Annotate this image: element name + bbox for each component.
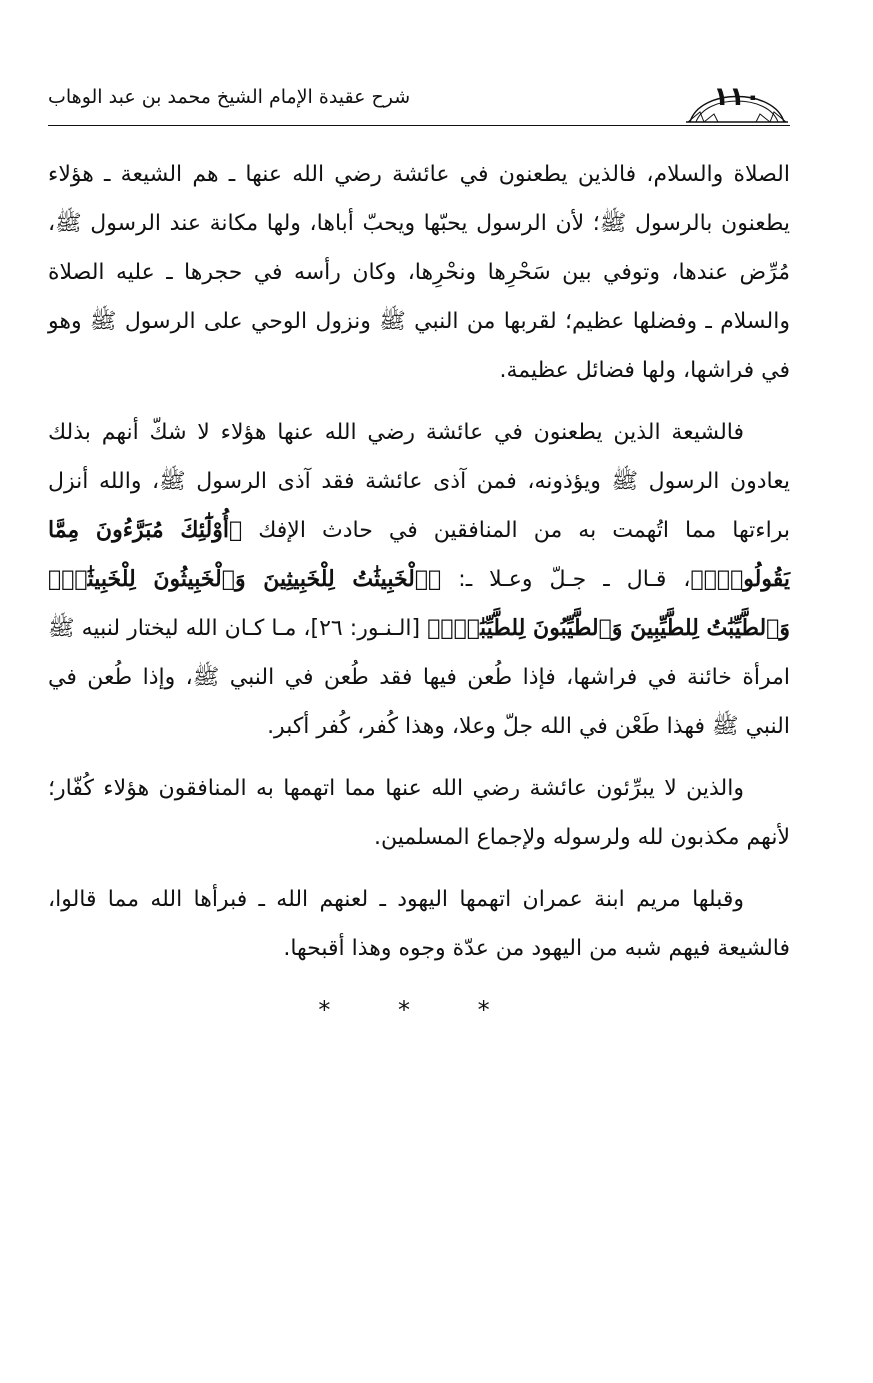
- paragraph-2-continuation: [الـنـور: ٢٦]، مـا كـان الله ليختار لنبيه ﷺ امرأة خائنة في فراشها، فإذا طُعن فيها فقد طُعن في النبي ﷺ، وإذا طُعن في النبي ﷺ فهذا طَعْن في الله جلّ وعلا، وهذا كُفر، كُفر أكبر.: [48, 616, 790, 739]
- paragraph-2-text: فالشيعة الذين يطعنون في عائشة رضي الله عنها هؤلاء لا شكّ أنهم بذلك يعادون الرسول ﷺ ويؤذونه، فمن آذى عائشة فقد آذى الرسول ﷺ، والله أنزل براءتها مما اتُهمت به من المنافقين في حادث الإفك: [48, 420, 790, 543]
- page-number-frame: [684, 78, 790, 124]
- page-number: ١١٠: [713, 82, 761, 112]
- paragraph-2: [48, 408, 790, 751]
- body-text: [48, 150, 790, 986]
- paragraph-1: الصلاة والسلام، فالذين يطعنون في عائشة رضي الله عنها ـ هم الشيعة ـ هؤلاء يطعنون بالرسول ﷺ؛ لأن الرسول يحبّها ويحبّ أباها، ولها مكانة عند الرسول ﷺ، مُرِّض عندها، وتوفي بين سَحْرِها ونحْرِها، وكان رأسه في حجرها ـ عليه الصلاة والسلام ـ وفضلها عظيم؛ لقربها من النبي ﷺ ونزول الوحي على الرسول ﷺ وهو في فراشها، ولها فضائل عظيمة.: [48, 162, 790, 383]
- running-title: شرح عقيدة الإمام الشيخ محمد بن عبد الوهاب: [48, 86, 411, 108]
- page-header: [48, 78, 790, 126]
- header-rule: [48, 125, 790, 126]
- paragraph-3: والذين لا يبرِّئون عائشة رضي الله عنها مما اتهمها به المنافقون هؤلاء كُفّار؛ لأنهم مكذبون لله ولرسوله ولإجماع المسلمين.: [48, 776, 790, 850]
- paragraph-4: وقبلها مريم ابنة عمران اتهمها اليهود ـ لعنهم الله ـ فبرأها الله مما قالوا، فالشيعة فيهم شبه من اليهود من عدّة وجوه وهذا أقبحها.: [48, 887, 790, 961]
- section-end-asterisks: * * *: [318, 996, 520, 1024]
- quran-verse-1: ﴿أُوْلَٰٓئِكَ مُبَرَّءُونَ مِمَّا يَقُولُونَۖ﴾: [48, 517, 790, 592]
- paragraph-2-connector: ، قـال ـ جـلّ وعـلا ـ:: [458, 567, 691, 592]
- quran-verse-2: ﴿ٱلْخَبِيثَٰتُ لِلْخَبِيثِينَ وَٱلْخَبِيثُونَ لِلْخَبِيثَٰتِۖ وَٱلطَّيِّبَٰتُ لِلطَّيِّبِينَ وَٱلطَّيِّبُونَ لِلطَّيِّبَٰتِۚ﴾: [48, 566, 791, 641]
